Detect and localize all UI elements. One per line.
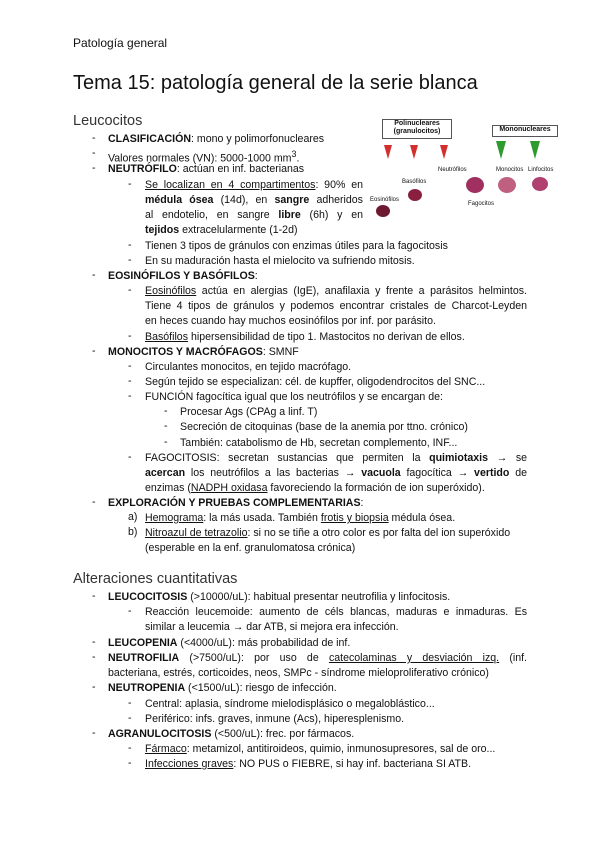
bullet-dash: - [128, 330, 132, 342]
monocyte-cell [498, 177, 516, 193]
red-arrow-3 [440, 145, 448, 159]
bullet-dash: - [128, 284, 132, 296]
text-line: acercan los neutrófilos a las bacterias → vacuola fagocítica → vertido de [145, 467, 527, 479]
text-line: Secreción de citoquinas (base de la anemia por ttno. crónico) [180, 421, 468, 433]
mono-box: Mononucleares [492, 125, 558, 137]
bullet-dash: - [92, 496, 96, 508]
bullet-dash: - [128, 178, 132, 190]
bullet-dash: - [92, 345, 96, 357]
text-line: tejidos extracelularmente (1-2d) [145, 224, 298, 236]
bullet-dash: - [128, 390, 132, 402]
text-line: Hemograma: la más usada. También frotis y biopsia médula ósea. [145, 512, 456, 524]
poli-box: Polinucleares (granulocitos) [382, 119, 452, 139]
text-line: FUNCIÓN fagocítica igual que los neutrófilos y se encargan de: [145, 391, 443, 403]
text-line: FAGOCITOSIS: secretan sustancias que permiten la quimiotaxis → se [145, 452, 528, 464]
text-line: NEUTRÓFILO: actúan en inf. bacterianas [108, 163, 305, 175]
text-line: Tiene 4 tipos de gránulos y podemos encontrar cristales de Charcot-Leyden [145, 300, 527, 312]
text-line: Se localizan en 4 compartimentos: 90% en [145, 179, 363, 191]
label-monocitos: Monocitos [496, 167, 524, 173]
section-leucocitos: Leucocitos [73, 113, 143, 129]
text-line: AGRANULOCITOSIS (<500/uL): frec. por fármacos. [108, 728, 355, 740]
bullet-dash: - [128, 742, 132, 754]
text-line: EXPLORACIÓN Y PRUEBAS COMPLEMENTARIAS: [108, 497, 364, 509]
neutrophil-cell [466, 177, 484, 193]
basophil-cell [408, 189, 422, 201]
bullet-dash: - [128, 375, 132, 387]
bullet-dash: - [128, 697, 132, 709]
label-neutrofilos: Neutrófilos [438, 167, 467, 173]
text-line: LEUCOCITOSIS (>10000/uL): habitual presentar neutrofilia y linfocitosis. [108, 591, 451, 603]
text-line: EOSINÓFILOS Y BASÓFILOS: [108, 270, 258, 282]
text-line: Valores normales (VN): 5000-1000 $mm^3$. [108, 149, 300, 165]
text-line: NEUTROPENIA (<1500/uL): riesgo de infección. [108, 682, 337, 694]
text-line: CLASIFICACIÓN: mono y polimorfonucleares [108, 133, 325, 145]
bullet-dash: - [92, 162, 96, 174]
bullet-dash: - [128, 254, 132, 266]
red-arrow-1 [384, 145, 392, 159]
text-line: Tienen 3 tipos de gránulos con enzimas útiles para la fagocitosis [145, 240, 448, 252]
label-fagocitos: Fagocitos [468, 201, 495, 207]
text-line: en heces cuando hay muchos eosinófilos por inf. por parásito. [145, 315, 436, 327]
text-line: LEUCOPENIA (<4000/uL): más probabilidad de inf. [108, 637, 351, 649]
bullet-dash: - [164, 436, 168, 448]
list-marker: b) [128, 526, 138, 538]
bullet-dash: - [128, 360, 132, 372]
bullet-dash: - [92, 269, 96, 281]
text-line: Nitroazul de tetrazolio: si no se tiñe a otro color es por falta del ion superóxido [145, 527, 511, 539]
bullet-dash: - [128, 712, 132, 724]
page-title: Tema 15: patología general de la serie blanca [73, 72, 478, 94]
label-linfocitos: Linfocitos [528, 167, 554, 173]
text-line: Central: aplasia, síndrome mielodisplásico o megaloblástico... [145, 698, 435, 710]
bullet-dash: - [92, 651, 96, 663]
label-eosinofilos: Eosinófilos [370, 197, 400, 203]
list-marker: a) [128, 511, 138, 523]
text-line: (esperable en la enf. granulomatosa crónica) [145, 542, 356, 554]
page-header: Patología general [73, 36, 168, 50]
lymphocyte-cell [532, 177, 548, 191]
green-arrow-1 [496, 141, 506, 159]
text-line: Infecciones graves: NO PUS o FIEBRE, si hay inf. bacteriana SI ATB. [145, 758, 472, 770]
bullet-dash: - [128, 451, 132, 463]
text-line: Periférico: infs. graves, inmune (Acs), hiperesplenismo. [145, 713, 405, 725]
bullet-dash: - [92, 132, 96, 144]
bullet-dash: - [128, 605, 132, 617]
bullet-dash: - [128, 757, 132, 769]
leukocyte-diagram [370, 117, 558, 220]
text-line: Procesar Ags (CPAg a linf. T) [180, 406, 318, 418]
text-line: Fármaco: metamizol, antitiroideos, quimio, inmunosupresores, sal de oro... [145, 743, 496, 755]
bullet-dash: - [92, 636, 96, 648]
bullet-dash: - [164, 420, 168, 432]
bullet-dash: - [128, 239, 132, 251]
text-line: MONOCITOS Y MACRÓFAGOS: SMNF [108, 346, 299, 358]
eosinophil-cell [376, 205, 390, 217]
text-line: Según tejido se especializan: cél. de kupffer, oligodendrocitos del SNC... [145, 376, 486, 388]
text-line: NEUTROFILIA (>7500/uL): por uso de catecolaminas y desviación izq. (inf. [108, 652, 527, 664]
red-arrow-2 [410, 145, 418, 159]
bullet-dash: - [92, 590, 96, 602]
text-line: médula ósea (14d), en sangre adheridos [145, 194, 363, 206]
text-line: Eosinófilos actúa en alergias (IgE), anafilaxia y frente a parásitos helmintos. [145, 285, 527, 297]
text-line: al endotelio, en sangre libre (6h) y en [145, 209, 364, 221]
green-arrow-2 [530, 141, 540, 159]
text-line: También: catabolismo de Hb, secretan complemento, INF... [180, 437, 458, 449]
section-alteraciones: Alteraciones cuantitativas [73, 571, 238, 587]
bullet-dash: - [92, 681, 96, 693]
bullet-dash: - [92, 147, 96, 159]
label-basofilos: Basófilos [402, 179, 427, 185]
text-line: Circulantes monocitos, en tejido macrófago. [145, 361, 352, 373]
bullet-dash: - [164, 405, 168, 417]
text-line: similar a leucemia → dar ATB, si mejora era infección. [145, 621, 399, 633]
text-line: Basófilos hipersensibilidad de tipo 1. Mastocitos no derivan de ellos. [145, 331, 465, 343]
text-line: bacteriana, estrés, corticoides, neos, SMPc - síndrome mieloproliferativo crónico) [108, 667, 489, 679]
text-line: Reacción leucemoide: aumento de céls blancas, maduras e inmaduras. Es [145, 606, 527, 618]
text-line: En su maduración hasta el mielocito va sufriendo mitosis. [145, 255, 415, 267]
bullet-dash: - [92, 727, 96, 739]
text-line: enzimas (NADPH oxidasa favoreciendo la formación de ion superóxido). [145, 482, 485, 494]
